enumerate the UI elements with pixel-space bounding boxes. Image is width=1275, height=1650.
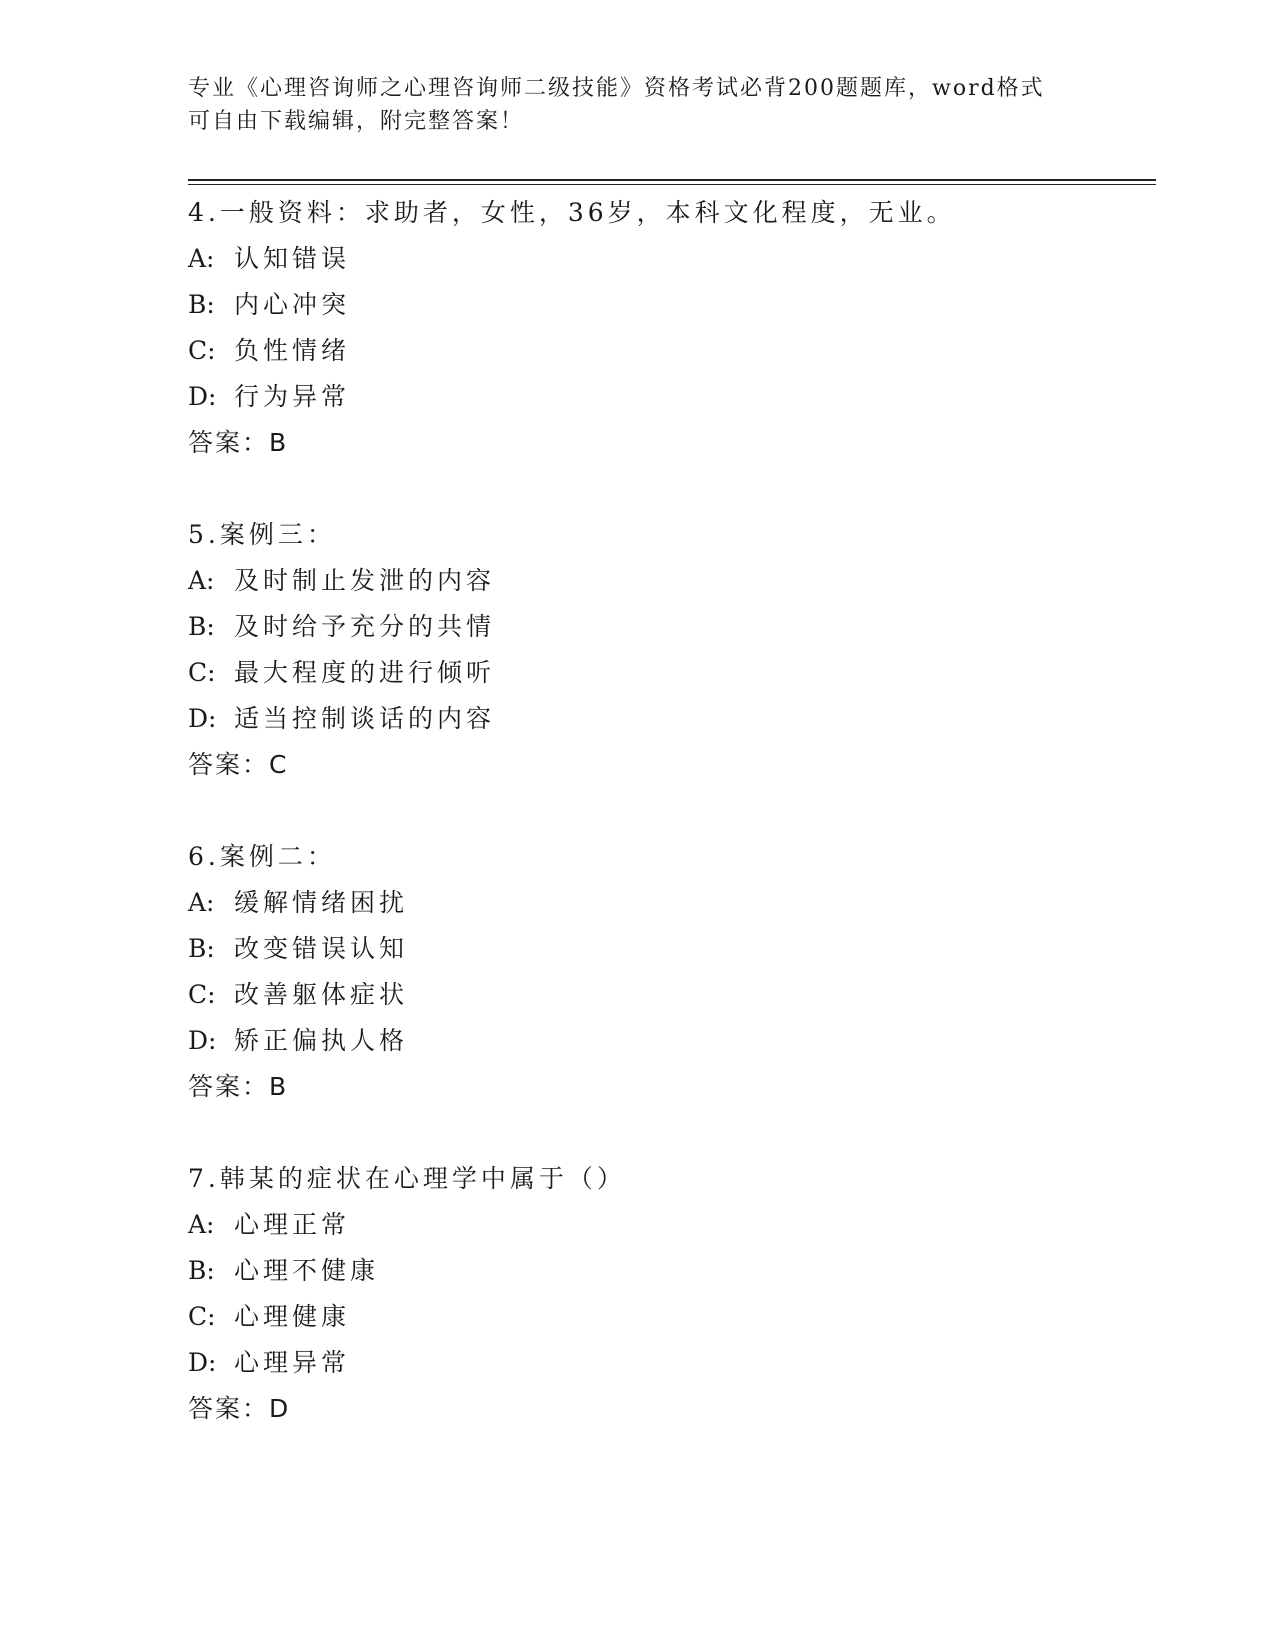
option-key: A: (188, 566, 215, 595)
option-text: 心理异常 (234, 1348, 351, 1377)
option-text: 最大程度的进行倾听 (234, 658, 496, 687)
option-key: D: (188, 1026, 217, 1055)
question-7 (188, 1156, 1148, 1432)
option-key: A: (188, 244, 215, 273)
option-text: 适当控制谈话的内容 (234, 704, 496, 733)
question-stem: 7.韩某的症状在心理学中属于（） (188, 1164, 626, 1193)
option-text: 矫正偏执人格 (234, 1026, 409, 1055)
option-c (188, 972, 1148, 1018)
answer-value: B (269, 428, 287, 457)
option-c (188, 650, 1148, 696)
option-key: B: (188, 1256, 215, 1285)
answer-line (188, 742, 1148, 788)
option-text: 心理健康 (234, 1302, 351, 1331)
option-text: 心理不健康 (234, 1256, 380, 1285)
option-d (188, 1340, 1148, 1386)
option-key: D: (188, 704, 217, 733)
option-key: A: (188, 888, 215, 917)
option-d (188, 696, 1148, 742)
question-5 (188, 512, 1148, 788)
answer-line (188, 420, 1148, 466)
option-key: C: (188, 336, 216, 365)
option-d (188, 1018, 1148, 1064)
option-key: C: (188, 1302, 216, 1331)
answer-value: B (269, 1072, 287, 1101)
option-text: 缓解情绪困扰 (234, 888, 409, 917)
question-stem: 5.案例三： (188, 520, 336, 549)
option-key: C: (188, 980, 216, 1009)
option-b (188, 604, 1148, 650)
option-text: 改变错误认知 (234, 934, 409, 963)
header-divider-thick (188, 179, 1156, 181)
question-list (188, 190, 1148, 1478)
answer-label: 答案： (188, 1394, 270, 1423)
option-key: B: (188, 934, 215, 963)
answer-value: C (269, 750, 287, 779)
option-text: 改善躯体症状 (234, 980, 409, 1009)
question-4 (188, 190, 1148, 466)
option-text: 行为异常 (234, 382, 351, 411)
option-text: 负性情绪 (234, 336, 351, 365)
option-a (188, 880, 1148, 926)
answer-label: 答案： (188, 1072, 270, 1101)
header-line-1: 专业《心理咨询师之心理咨询师二级技能》资格考试必背200题题库，word格式 (188, 76, 1045, 101)
option-key: D: (188, 1348, 217, 1377)
question-6 (188, 834, 1148, 1110)
option-key: B: (188, 612, 215, 641)
option-text: 认知错误 (234, 244, 351, 273)
option-b (188, 926, 1148, 972)
question-stem: 4.一般资料：求助者，女性，36岁，本科文化程度，无业。 (188, 198, 956, 227)
answer-label: 答案： (188, 428, 270, 457)
option-key: D: (188, 382, 217, 411)
question-stem: 6.案例二： (188, 842, 336, 871)
header-divider-thin (188, 184, 1156, 185)
option-text: 心理正常 (234, 1210, 351, 1239)
option-text: 及时制止发泄的内容 (234, 566, 496, 595)
document-header (188, 72, 1088, 138)
option-a (188, 236, 1148, 282)
option-text: 内心冲突 (234, 290, 351, 319)
option-b (188, 282, 1148, 328)
option-a (188, 558, 1148, 604)
answer-value: D (269, 1394, 289, 1423)
option-d (188, 374, 1148, 420)
option-key: B: (188, 290, 215, 319)
option-text: 及时给予充分的共情 (234, 612, 496, 641)
option-key: A: (188, 1210, 215, 1239)
option-c (188, 328, 1148, 374)
option-c (188, 1294, 1148, 1340)
option-key: C: (188, 658, 216, 687)
answer-label: 答案： (188, 750, 270, 779)
header-line-2: 可自由下载编辑，附完整答案！ (188, 109, 525, 134)
answer-line (188, 1386, 1148, 1432)
option-a (188, 1202, 1148, 1248)
answer-line (188, 1064, 1148, 1110)
option-b (188, 1248, 1148, 1294)
